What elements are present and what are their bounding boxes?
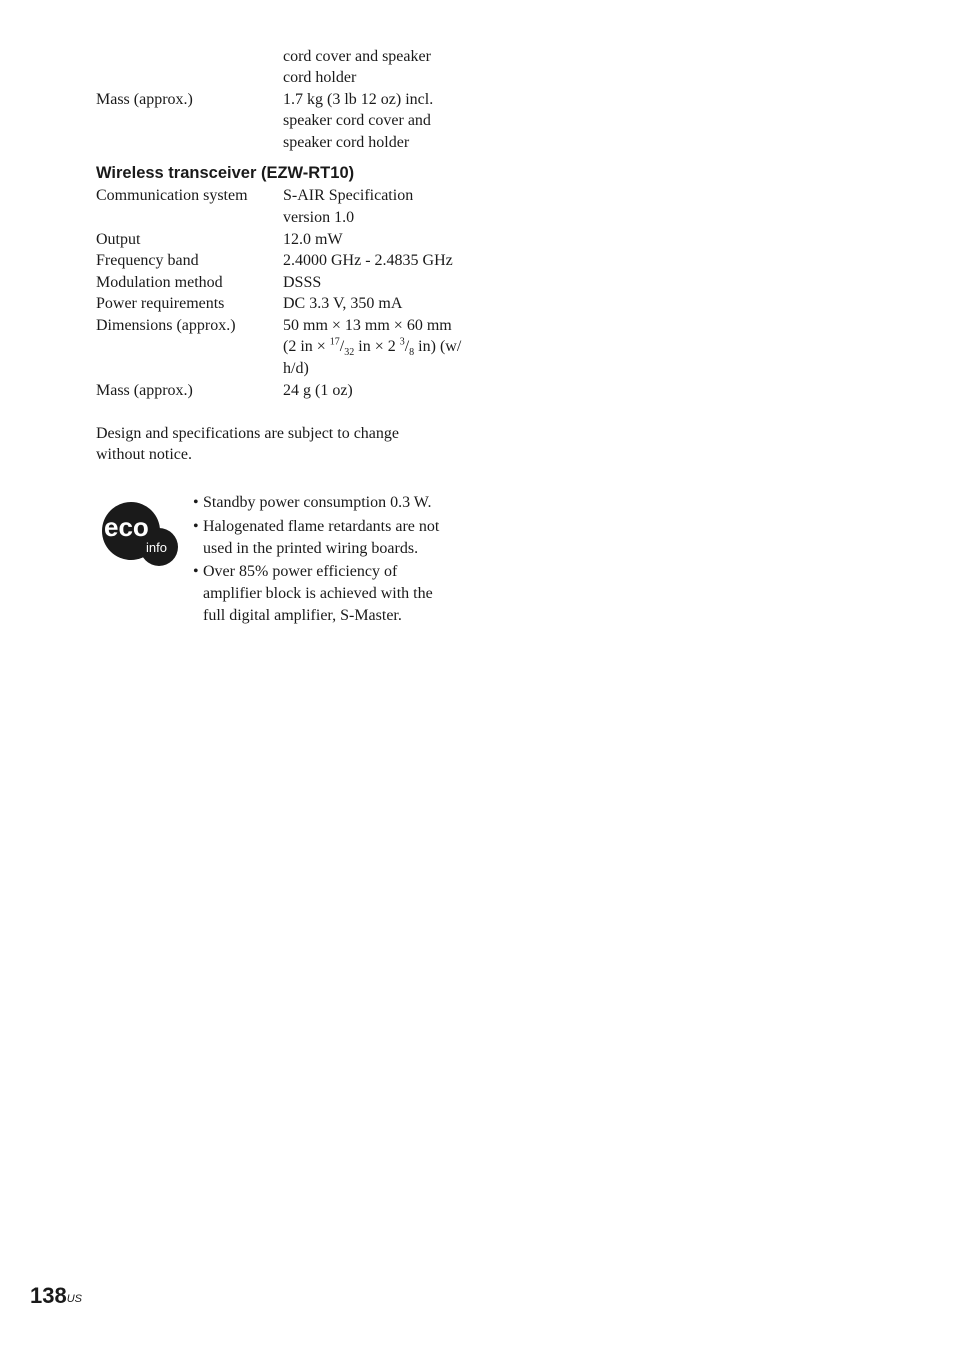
bullet-icon: • — [193, 518, 199, 535]
power-label: Power requirements — [96, 295, 225, 312]
dim-value: h/d) — [283, 360, 309, 377]
mass-label: Mass (approx.) — [96, 382, 193, 399]
dim-text: (2 in × — [283, 338, 330, 355]
dim-label: Dimensions (approx.) — [96, 317, 236, 334]
bullet-text: Over 85% power efficiency of — [203, 563, 398, 580]
mass-value: 24 g (1 oz) — [283, 382, 353, 399]
bullet-icon: • — [193, 563, 199, 580]
bullet-text: used in the printed wiring boards. — [203, 540, 419, 557]
comm-label: Communication system — [96, 187, 248, 204]
fraction-denominator: 32 — [344, 347, 355, 359]
eco-bullet-item — [193, 516, 483, 560]
eco-bullet-item — [193, 492, 483, 514]
fraction-denominator: 8 — [409, 347, 415, 359]
bullet-text: Standby power consumption 0.3 W. — [203, 494, 432, 511]
notice-text: without notice. — [96, 446, 192, 463]
fraction-numerator: 17 — [329, 336, 340, 348]
eco-info-logo — [101, 500, 179, 566]
eco-logo-text: eco — [104, 512, 149, 542]
mass-value: 1.7 kg (3 lb 12 oz) incl. — [283, 91, 434, 108]
mod-label: Modulation method — [96, 274, 223, 291]
bullet-text: amplifier block is achieved with the — [203, 585, 433, 602]
output-value: 12.0 mW — [283, 231, 343, 248]
info-logo-text: info — [146, 540, 167, 555]
output-label: Output — [96, 231, 141, 248]
mass-value: speaker cord cover and — [283, 112, 431, 129]
freq-value: 2.4000 GHz - 2.4835 GHz — [283, 252, 453, 269]
mass-value: speaker cord holder — [283, 134, 410, 151]
section-heading: Wireless transceiver (EZW-RT10) — [96, 164, 355, 182]
fraction-numerator: 3 — [399, 336, 405, 348]
comm-value: version 1.0 — [283, 209, 355, 226]
page-region-suffix: US — [66, 1293, 82, 1305]
notice-text: Design and specifications are subject to change — [96, 425, 399, 442]
page-number — [30, 1283, 82, 1309]
mod-value: DSSS — [283, 274, 322, 291]
mass-label: Mass (approx.) — [96, 91, 193, 108]
comm-value: S-AIR Specification — [283, 187, 414, 204]
dim-text: in) (w/ — [414, 338, 462, 355]
dim-value: (2 in × $^{17}/_{32}$ in × 2 $^3/_8$ in) (w/ — [283, 336, 462, 359]
power-value: DC 3.3 V, 350 mA — [283, 295, 403, 312]
spec-continued-text: cord holder — [283, 69, 357, 86]
freq-label: Frequency band — [96, 252, 199, 269]
eco-bullet-item — [193, 561, 483, 627]
dim-text: in × 2 — [354, 338, 400, 355]
bullet-text: full digital amplifier, S-Master. — [203, 607, 402, 624]
spec-continued-text: cord cover and speaker — [283, 48, 431, 65]
dim-value: 50 mm × 13 mm × 60 mm — [283, 317, 452, 334]
page-number-value: 138 — [30, 1283, 67, 1308]
bullet-text: Halogenated flame retardants are not — [203, 518, 440, 535]
bullet-icon: • — [193, 494, 199, 511]
